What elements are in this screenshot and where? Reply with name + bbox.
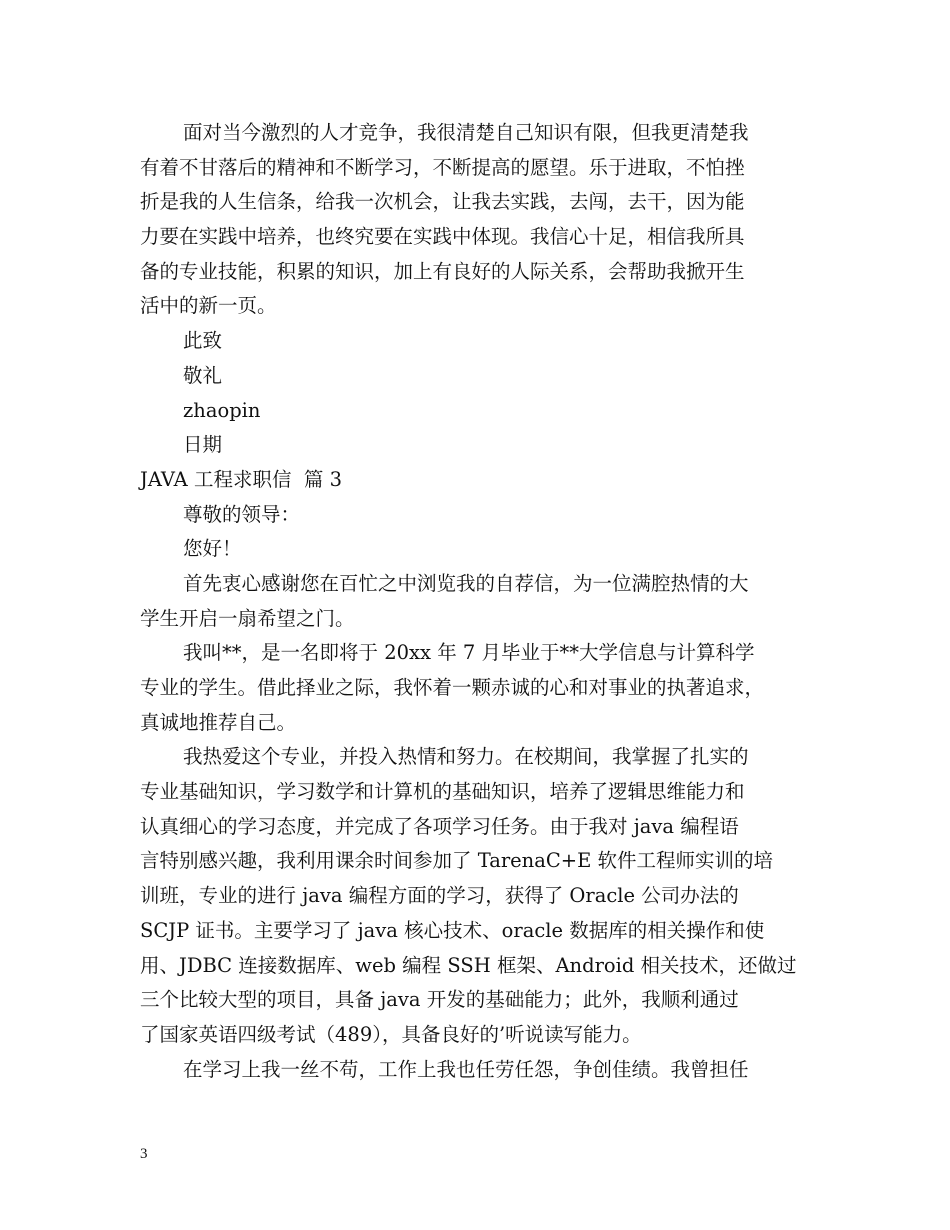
signature-line: zhaopin: [183, 398, 261, 422]
paragraph-line: 活中的新一页。: [140, 294, 277, 318]
paragraph-line: 在学习上我一丝不苟，工作上我也任劳任怨，争创佳绩。我曾担任: [183, 1057, 749, 1081]
paragraph-line: 学生开启一扇希望之门。: [140, 606, 355, 630]
paragraph-line: 有着不甘落后的精神和不断学习，不断提高的愿望。乐于进取，不怕挫: [140, 155, 745, 179]
paragraph-line: 训班，专业的进行 java 编程方面的学习，获得了 Oracle 公司办法的: [140, 884, 739, 908]
salutation-line: 尊敬的领导：: [183, 502, 301, 526]
paragraph-line: 三个比较大型的项目，具备 java 开发的基础能力；此外，我顺利通过: [140, 988, 739, 1012]
paragraph-line: SCJP 证书。主要学习了 java 核心技术、oracle 数据库的相关操作和使: [140, 918, 765, 942]
paragraph-line: 我叫**，是一名即将于 20xx 年 7 月毕业于**大学信息与计算科学: [183, 641, 755, 665]
paragraph-line: 真诚地推荐自己。: [140, 710, 297, 734]
paragraph-line: 力要在实践中培养，也终究要在实践中体现。我信心十足，相信我所具: [140, 225, 745, 249]
paragraph-line: 专业基础知识，学习数学和计算机的基础知识，培养了逻辑思维能力和: [140, 780, 745, 804]
paragraph-line: 认真细心的学习态度，并完成了各项学习任务。由于我对 java 编程语: [140, 814, 739, 838]
paragraph-line: 言特别感兴趣，我利用课余时间参加了 TarenaC+E 软件工程师实训的培: [140, 849, 774, 873]
paragraph-line: 备的专业技能，积累的知识，加上有良好的人际关系，会帮助我掀开生: [140, 259, 745, 283]
document-body: [140, 116, 830, 1087]
paragraph-line: 折是我的人生信条，给我一次机会，让我去实践，去闯，去干，因为能: [140, 190, 745, 214]
section-heading: JAVA 工程求职信 篇 3: [140, 467, 342, 491]
paragraph-line: 首先衷心感谢您在百忙之中浏览我的自荐信，为一位满腔热情的大: [183, 571, 749, 595]
paragraph-line: 我热爱这个专业，并投入热情和努力。在校期间，我掌握了扎实的: [183, 745, 749, 769]
page-number: 3: [140, 1146, 148, 1162]
paragraph-line: 面对当今激烈的人才竞争，我很清楚自己知识有限，但我更清楚我: [183, 121, 749, 144]
greeting-line: 您好！: [183, 537, 242, 561]
closing-line: 敬礼: [183, 363, 223, 387]
paragraph-line: 了国家英语四级考试（489），具备良好的’听说读写能力。: [140, 1022, 642, 1046]
paragraph-line: 用、JDBC 连接数据库、web 编程 SSH 框架、Android 相关技术，还做过: [140, 953, 797, 977]
paragraph-line: 专业的学生。借此择业之际，我怀着一颗赤诚的心和对事业的执著追求，: [140, 676, 765, 699]
closing-line: 此致: [183, 329, 223, 353]
date-line: 日期: [183, 433, 223, 457]
